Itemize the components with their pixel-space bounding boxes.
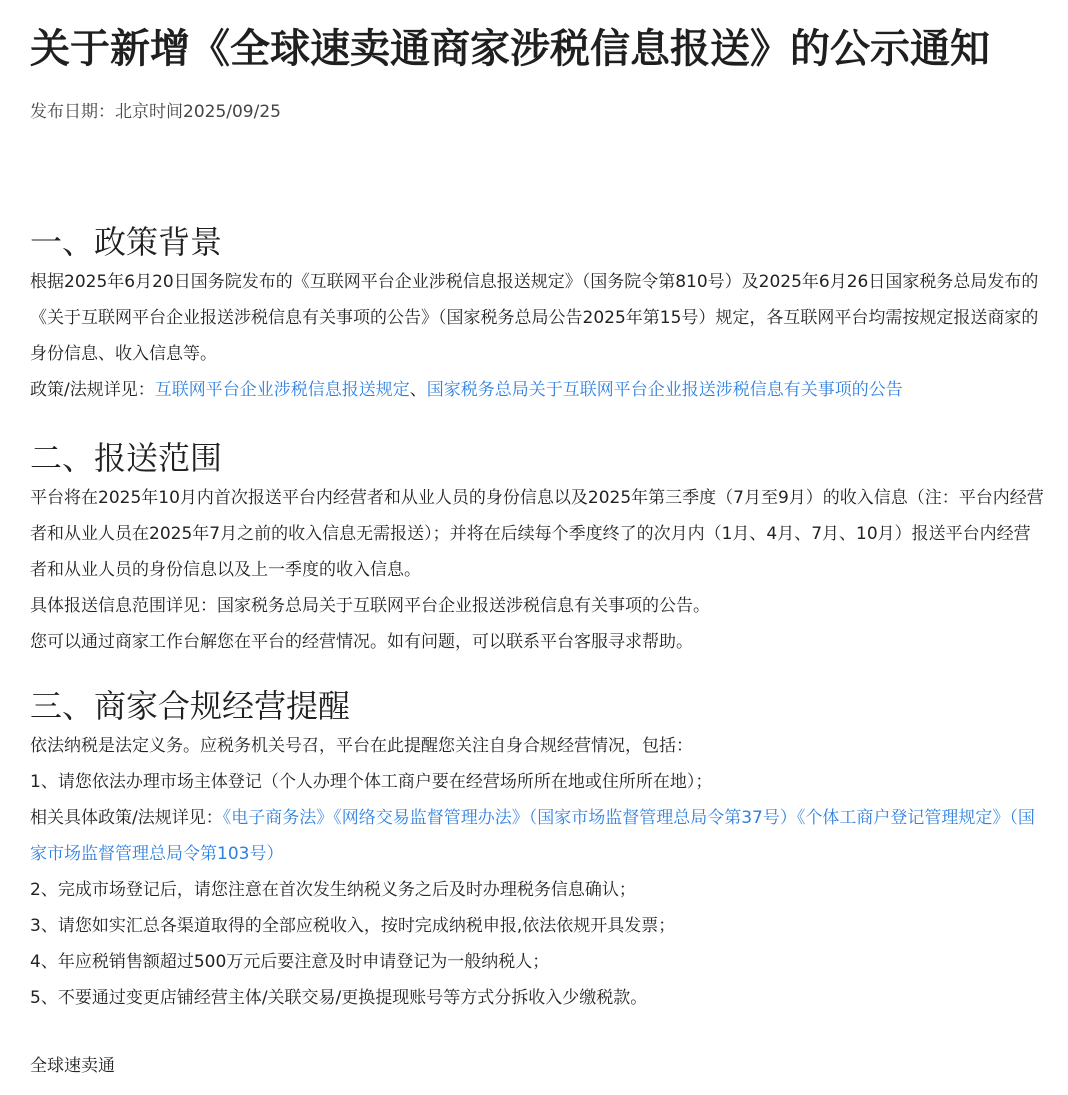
compliance-item-1: 1、请您依法办理市场主体登记（个人办理个体工商户要在经营场所所在地或住所所在地）；	[30, 772, 713, 792]
section-heading: 二、报送范围	[30, 439, 223, 477]
section-heading: 三、商家合规经营提醒	[30, 687, 351, 725]
section-policy-background	[30, 220, 1046, 408]
regulation-link[interactable]: 互联网平台企业涉税信息报送规定	[154, 380, 410, 400]
compliance-item-3: 3、请您如实汇总各渠道取得的全部应税收入，按时完成纳税申报,依法依规开具发票；	[30, 916, 676, 936]
policy-prefix: 相关具体政策/法规详见：	[30, 808, 223, 828]
section-heading: 一、政策背景	[30, 223, 223, 261]
policy-links-line	[30, 372, 1046, 408]
page-title: 关于新增《全球速卖通商家涉税信息报送》的公示通知	[30, 26, 990, 72]
compliance-item-2: 2、完成市场登记后，请您注意在首次发生纳税义务之后及时办理税务信息确认；	[30, 880, 636, 900]
compliance-item-5: 5、不要通过变更店铺经营主体/关联交易/更换提现账号等方式分拆收入少缴税款。	[30, 988, 648, 1008]
compliance-item-4: 4、年应税销售额超过500万元后要注意及时申请登记为一般纳税人；	[30, 952, 550, 972]
link-separator: 、	[409, 380, 427, 400]
regulation-links[interactable]: 《电子商务法》《网络交易监督管理办法》（国家市场监督管理总局令第37号）《个体工商户登记管理规定》（国家市场监督管理总局令第103号）	[30, 808, 1035, 864]
section-paragraph: 根据2025年6月20日国务院发布的《互联网平台企业涉税信息报送规定》（国务院令第810号）及2025年6月26日国家税务总局发布的《关于互联网平台企业报送涉税信息有关事项的公告》（国家税务总局公告2025年第15号）规定，各互联网平台均需按规定报送商家的身份信息、收入信息等。	[30, 272, 1039, 364]
policy-prefix: 政策/法规详见：	[30, 380, 155, 400]
publish-date: 发布日期：北京时间2025/09/25	[30, 102, 281, 122]
policy-links-line	[30, 800, 1046, 872]
contact-note: 您可以通过商家工作台解您在平台的经营情况。如有问题，可以联系平台客服寻求帮助。	[30, 632, 693, 652]
signature: 全球速卖通	[30, 1056, 115, 1076]
announcement-link[interactable]: 国家税务总局关于互联网平台企业报送涉税信息有关事项的公告	[426, 380, 903, 400]
compliance-intro: 依法纳税是法定义务。应税务机关号召，平台在此提醒您关注自身合规经营情况，包括：	[30, 736, 693, 756]
section-compliance-reminder	[30, 684, 1046, 1016]
section-paragraph: 平台将在2025年10月内首次报送平台内经营者和从业人员的身份信息以及2025年第三季度（7月至9月）的收入信息（注：平台内经营者和从业人员在2025年7月之前的收入信息无需报送）；并将在后续每个季度终了的次月内（1月、4月、7月、10月）报送平台内经营者和从业人员的身份信息以及上一季度的收入信息。	[30, 488, 1044, 580]
section-reporting-scope	[30, 436, 1046, 660]
scope-detail: 具体报送信息范围详见：国家税务总局关于互联网平台企业报送涉税信息有关事项的公告。	[30, 596, 710, 616]
